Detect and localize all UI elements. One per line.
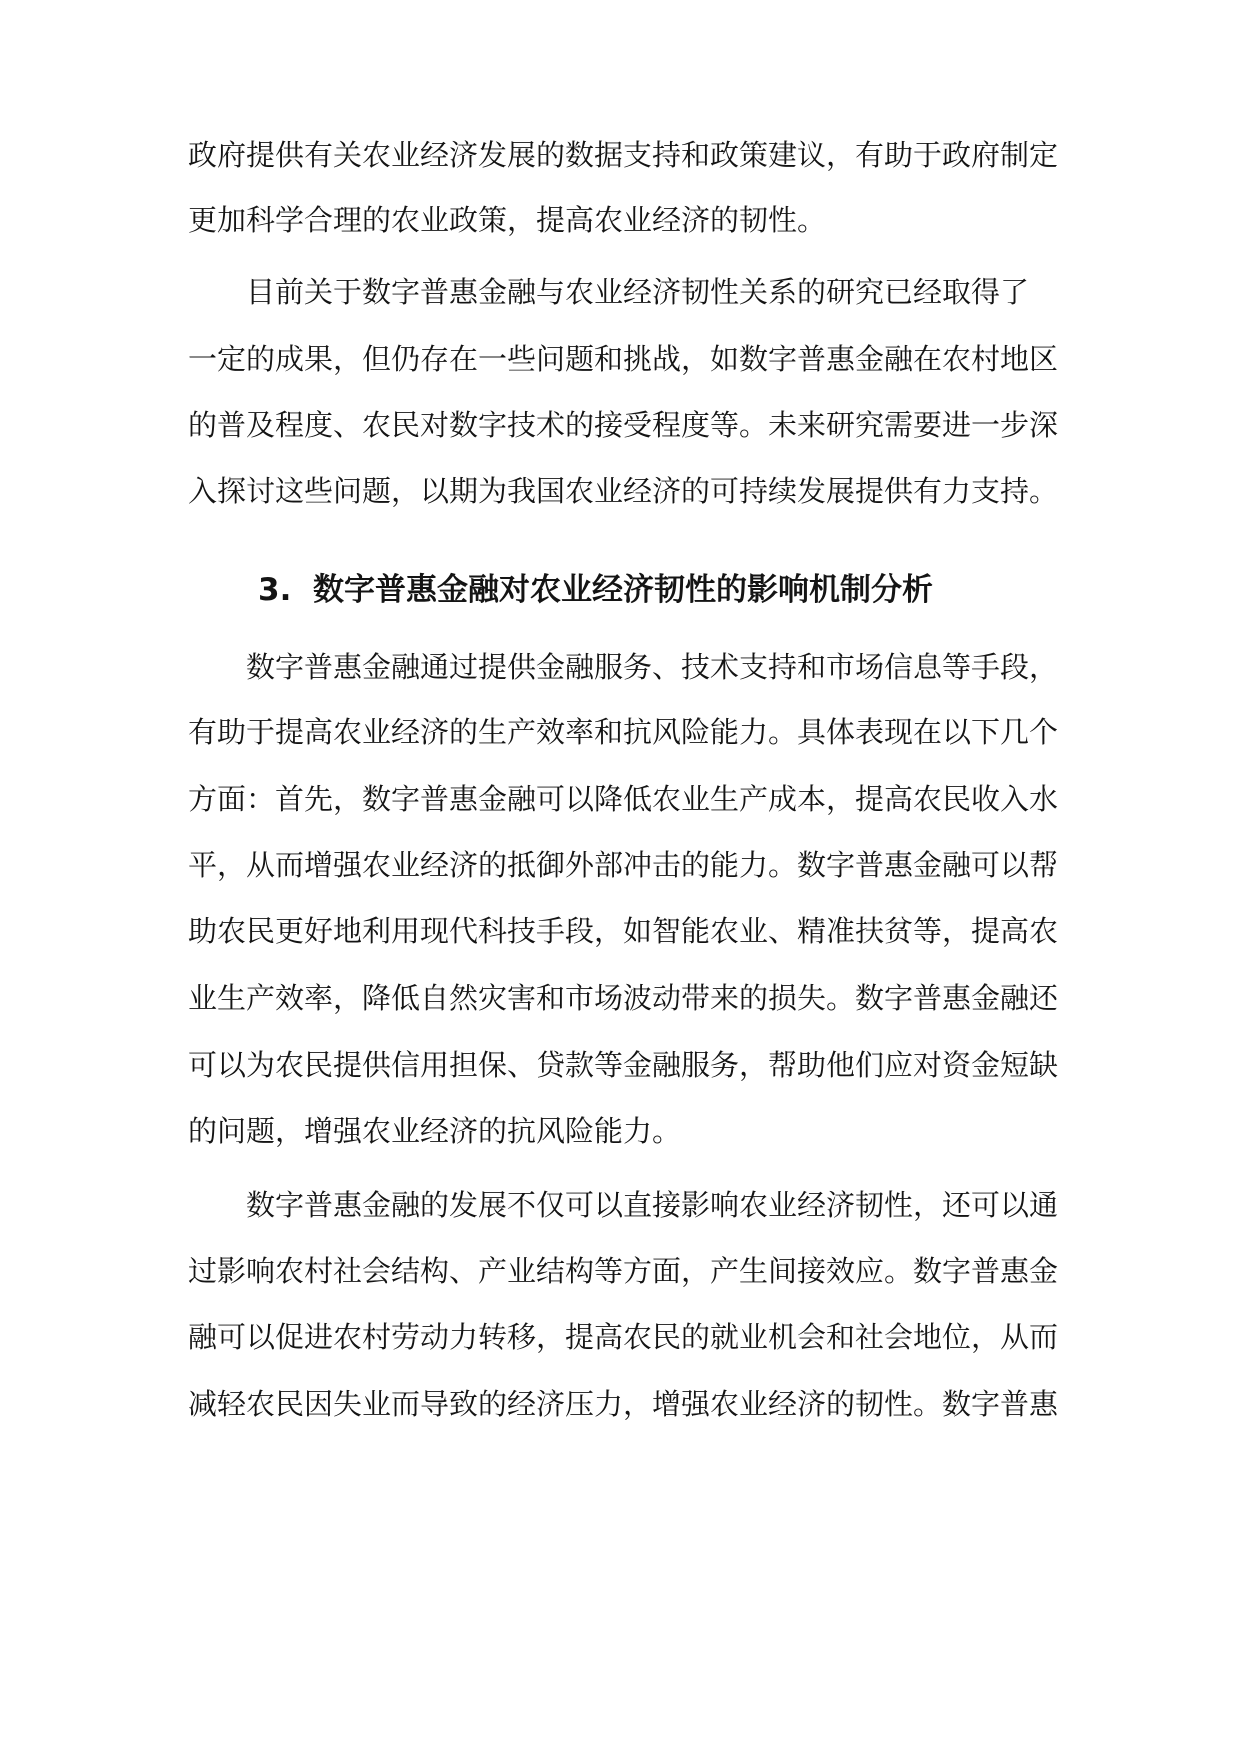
text-line: 平，从而增强农业经济的抵御外部冲击的能力。数字普惠金融可以帮: [188, 848, 1059, 882]
text-line: 一定的成果，但仍存在一些问题和挑战，如数字普惠金融在农村地区: [188, 342, 1059, 376]
text-line: 的普及程度、农民对数字技术的接受程度等。未来研究需要进一步深: [188, 408, 1059, 442]
text-line: 政府提供有关农业经济发展的数据支持和政策建议，有助于政府制定: [188, 138, 1059, 172]
text-line: 方面：首先，数字普惠金融可以降低农业生产成本，提高农民收入水: [188, 782, 1059, 816]
text-line: 融可以促进农村劳动力转移，提高农民的就业机会和社会地位，从而: [188, 1320, 1059, 1354]
text-line: 数字普惠金融通过提供金融服务、技术支持和市场信息等手段，: [246, 650, 1059, 684]
text-line: 目前关于数字普惠金融与农业经济韧性关系的研究已经取得了: [246, 275, 1030, 309]
text-line: 更加科学合理的农业政策，提高农业经济的韧性。: [188, 203, 827, 237]
text-line: 数字普惠金融的发展不仅可以直接影响农业经济韧性，还可以通: [246, 1188, 1059, 1222]
text-line: 减轻农民因失业而导致的经济压力，增强农业经济的韧性。数字普惠: [188, 1387, 1059, 1421]
text-line: 可以为农民提供信用担保、贷款等金融服务，帮助他们应对资金短缺: [188, 1048, 1059, 1082]
text-line: 的问题，增强农业经济的抗风险能力。: [188, 1114, 682, 1148]
text-line: 助农民更好地利用现代科技手段，如智能农业、精准扶贫等，提高农: [188, 914, 1059, 948]
text-line: 过影响农村社会结构、产业结构等方面，产生间接效应。数字普惠金: [188, 1254, 1059, 1288]
section-heading: [258, 569, 933, 611]
text-line: 有助于提高农业经济的生产效率和抗风险能力。具体表现在以下几个: [188, 715, 1059, 749]
text-line: 业生产效率，降低自然灾害和市场波动带来的损失。数字普惠金融还: [188, 981, 1059, 1015]
text-line: 入探讨这些问题，以期为我国农业经济的可持续发展提供有力支持。: [188, 474, 1059, 508]
section-number: 3.: [258, 572, 292, 608]
section-title: 数字普惠金融对农业经济韧性的影响机制分析: [312, 572, 933, 608]
